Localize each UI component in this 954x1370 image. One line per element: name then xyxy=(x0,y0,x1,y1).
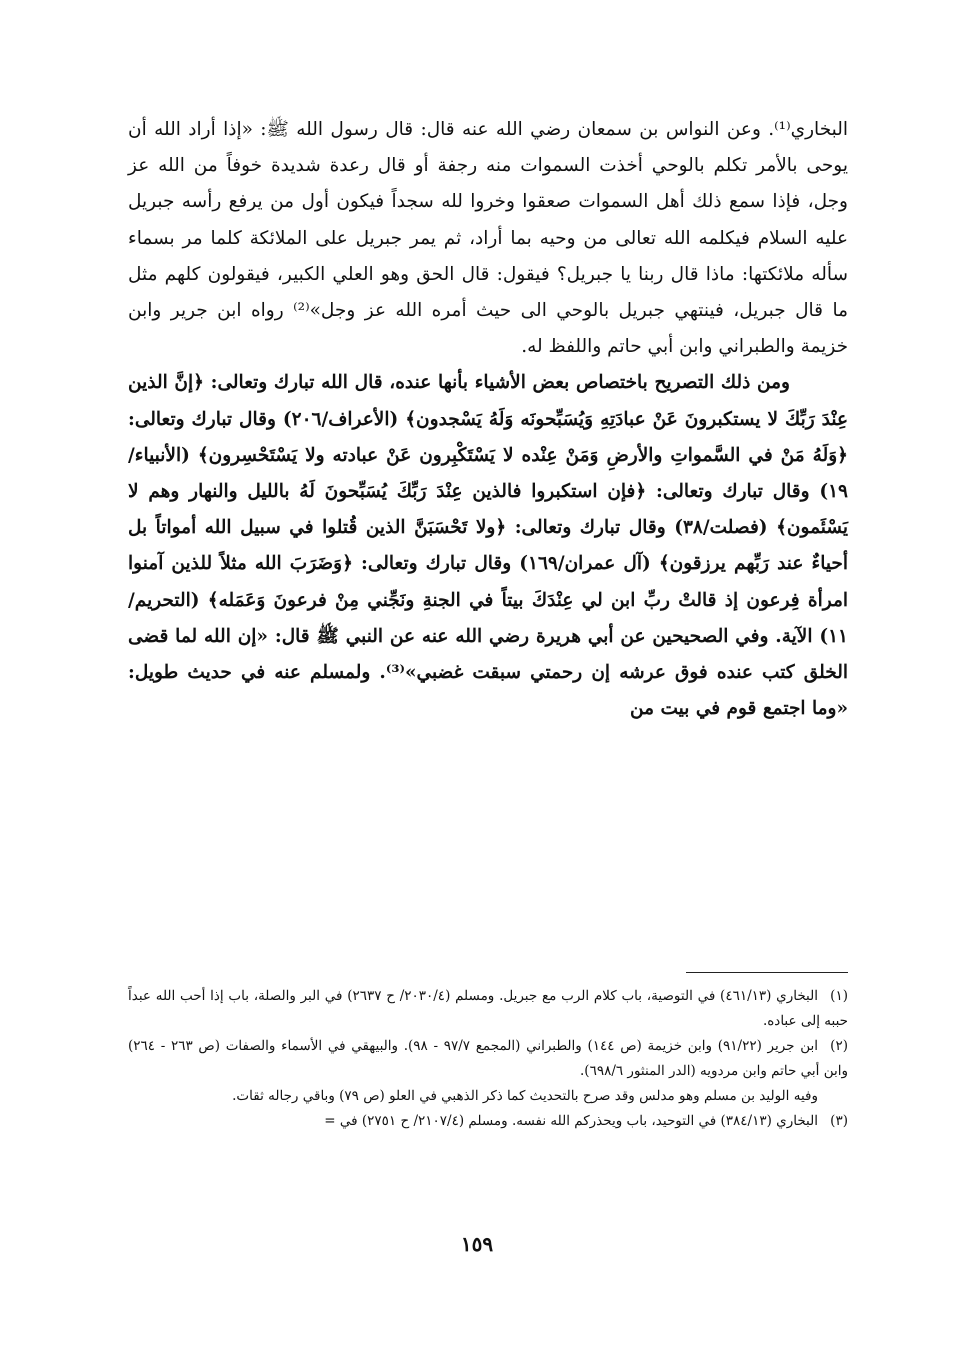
footnotes xyxy=(128,984,848,1134)
footnote-number: (٢) xyxy=(830,1038,848,1054)
footnote-text: وفيه الوليد بن مسلم وهو مدلس وقد صرح بالتحديث كما ذكر الذهبي في العلو (ص ٧٩) وباقي رجاله ثقات. xyxy=(232,1088,818,1104)
footnote-3 xyxy=(128,1109,848,1134)
footnote-1 xyxy=(128,984,848,1034)
paragraph-hadith: البخاري⁽¹⁾. وعن النواس بن سمعان رضي الله عنه قال: قال رسول الله ﷺ: «إذا أراد الله أن يوحى بالأمر تكلم بالوحي أخذت السموات منه رجفة أو قال رعدة شديدة خوفاً من الله عز وجل، فإذا سمع ذلك أهل السموات صعقوا وخروا لله سجداً فيكون أول من يرفع رأسه جبريل عليه السلام فيكلمه الله تعالى من وحيه بما أراد، ثم يمر جبريل على الملائكة كلما مر بسماء سأله ملائكتها: ماذا قال ربنا يا جبريل؟ فيقول: قال الحق وهو العلي الكبير، فيقولون كلهم مثل ما قال جبريل، فينتهي جبريل بالوحي الى حيث أمره الله عز وجل»⁽²⁾ رواه ابن جرير وابن خزيمة والطبراني وابن أبي حاتم واللفظ له. xyxy=(128,119,848,358)
footnote-text: ابن جرير (٩١/٢٢) وابن خزيمة (ص ١٤٤) والطبراني (المجمع ٩٧/٧ - ٩٨). والبيهقي في الأسماء والصفات (ص ٢٦٣ - ٢٦٤) وابن أبي حاتم وابن مردويه (الدر المنثور ٦٩٨/٦). xyxy=(128,1038,848,1079)
footnote-text: البخاري (٣٨٤/١٣) في التوحيد، باب ويحذركم الله نفسه. ومسلم (٢١٠٧/٤/ ح ٢٧٥١) في = xyxy=(324,1113,818,1129)
footnote-number: (٣) xyxy=(830,1113,848,1129)
footnote-2-continued xyxy=(128,1084,848,1109)
footnote-separator xyxy=(686,972,848,973)
page-number: ١٥٩ xyxy=(460,1232,494,1256)
main-text xyxy=(128,112,848,727)
paragraph-verses: ومن ذلك التصريح باختصاص بعض الأشياء بأنها عنده، قال الله تبارك وتعالى: ﴿إنَّ الذين عِنْدَ رَبِّكَ لا يستكبرونَ عَنْ عبادَتِهِ وَيُسَبِّحونَه وَلَهُ يَسْجدون﴾ (الأعراف/٢٠٦) وقال تبارك وتعالى: ﴿وَلَهُ مَنْ في السَّمواتِ والأرضِ وَمَنْ عِنْده لا يَسْتَكْبِرون عَنْ عبادته ولا يَسْتَحْسِرون﴾ (الأنبياء/١٩) وقال تبارك وتعالى: ﴿فإن استكبروا فالذين عِنْدَ رَبِّكَ يُسَبِّحونَ لَهُ بالليل والنهار وهم لا يَسْئَمون﴾ (فصلت/٣٨) وقال تبارك وتعالى: ﴿ولا تَحْسَبَنَّ الذين قُتلوا في سبيل الله أمواتاً بل أحياءٌ عند رَبِّهم يرزقون﴾ (آل عمران/١٦٩) وقال تبارك وتعالى: ﴿وَضَرَبَ الله مثلاً للذين آمنوا امرأة فِرعون إذ قالتْ ربِّ ابن لي عِنْدَكَ بيتاً في الجنةِ ونَجِّني مِنْ فرعونَ وَعَمَله﴾ (التحريم/١١) الآية. وفي الصحيحين عن أبي هريرة رضي الله عنه عن النبي ﷺ قال: «إن الله لما قضى الخلق كتب عنده فوق عرشه إن رحمتي سبقت غضبي»⁽³⁾. ولمسلم عنه في حديث طويل: «وما اجتمع قوم في بيت من xyxy=(128,372,849,720)
footnote-text: البخاري (٤٦١/١٣) في التوصية، باب كلام الرب مع جبريل. ومسلم (٢٠٣٠/٤/ ح ٢٦٣٧) في البر والصلة، باب إذا أحب الله عبداً حببه إلى عباده. xyxy=(128,988,848,1029)
footnote-number: (١) xyxy=(830,988,848,1004)
footnote-2 xyxy=(128,1034,848,1084)
